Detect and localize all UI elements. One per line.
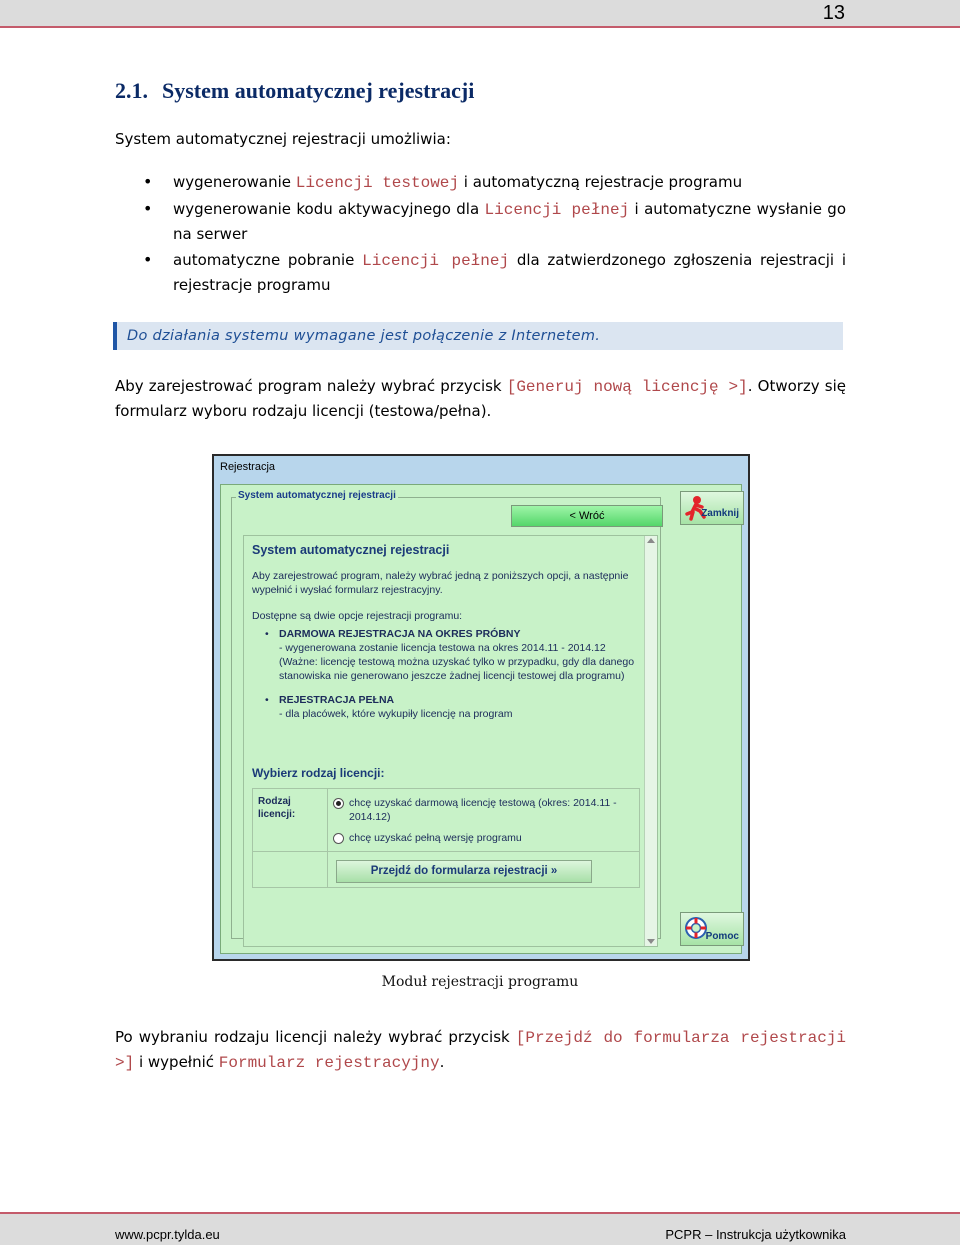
options-intro: Dostępne są dwie opcje rejestracji programu:: [252, 610, 463, 622]
radio-full-license[interactable]: [333, 833, 344, 844]
intro-text: System automatycznej rejestracji umożliwia:: [115, 130, 451, 148]
footer-title: PCPR – Instrukcja użytkownika: [665, 1227, 846, 1242]
help-button-label: Pomoc: [705, 931, 739, 942]
close-button-label: Zamknij: [701, 508, 739, 519]
scroll-up-icon[interactable]: [647, 538, 655, 543]
registration-window-screenshot: [212, 454, 750, 961]
scroll-down-icon[interactable]: [647, 939, 655, 944]
figure-caption: Moduł rejestracji programu: [381, 974, 579, 990]
close-button[interactable]: [680, 491, 744, 525]
internet-note: Do działania systemu wymagane jest połączenie z Internetem.: [113, 322, 843, 350]
radio-test-license[interactable]: [333, 798, 344, 809]
paragraph-generate: Aby zarejestrować program należy wybrać przycisk [Generuj nową licencję >]. Otworzy się formularz wyboru rodzaju licencji (testowa/pełna).: [115, 377, 846, 420]
list-item: • automatyczne pobranie Licencji pełnej dla zatwierdzonego zgłoszenia rejestracji i rejestracje programu: [115, 248, 846, 297]
section-heading: [115, 78, 474, 104]
feature-list: [115, 170, 846, 297]
content-title: System automatycznej rejestracji: [252, 543, 450, 557]
radio-full-label[interactable]: chcę uzyskać pełną wersję programu: [349, 832, 522, 844]
page-number: 13: [822, 2, 845, 24]
section-number: 2.1.: [115, 78, 148, 103]
footer-url: www.pcpr.tylda.eu: [115, 1227, 220, 1242]
list-item: • wygenerowanie Licencji testowej i automatyczną rejestracje programu: [115, 170, 846, 195]
list-item: • REJESTRACJA PEŁNA - dla placówek, które wykupiły licencję na program: [252, 693, 637, 721]
go-to-form-button[interactable]: Przejdź do formularza rejestracji »: [336, 860, 592, 883]
help-button[interactable]: [680, 912, 744, 946]
paragraph-next-step: Po wybraniu rodzaju licencji należy wybrać przycisk [Przejdź do formularza rejestracji >] i wypełnić Formularz rejestracyjny.: [115, 1028, 847, 1072]
choose-license-heading: Wybierz rodzaj licencji:: [252, 766, 385, 780]
list-item: • wygenerowanie kodu aktywacyjnego dla Licencji pełnej i automatyczne wysłanie go na serwer: [115, 197, 846, 246]
group-label: System automatycznej rejestracji: [238, 490, 396, 501]
content-panel: [243, 535, 658, 947]
back-button[interactable]: < Wróć: [511, 505, 663, 527]
window-title: Rejestracja: [220, 461, 276, 473]
options-list: [252, 627, 637, 721]
license-type-table: [252, 788, 640, 888]
license-type-label: Rodzaj licencji:: [258, 796, 296, 820]
lifebuoy-icon: [684, 916, 708, 940]
content-intro: Aby zarejestrować program, należy wybrać jedną z poniższych opcji, a następnie wypełnić i wysłać formularz rejestracyjny.: [252, 570, 629, 596]
window-body: [220, 484, 742, 954]
section-title: System automatycznej rejestracji: [162, 78, 475, 103]
scrollbar[interactable]: [644, 536, 657, 946]
page-header-bar: [0, 0, 960, 28]
list-item: • DARMOWA REJESTRACJA NA OKRES PRÓBNY - wygenerowana zostanie licencja testowa na okres 2014.11 - 2014.12 (Ważne: licencję testową można uzyskać tylko w przypadku, gdy dla danego stanowiska nie generowano jeszcze żadnej licencji testowej dla programu): [252, 627, 637, 683]
radio-test-label[interactable]: chcę uzyskać darmową licencję testową (okres: 2014.11 - 2014.12): [349, 797, 617, 823]
